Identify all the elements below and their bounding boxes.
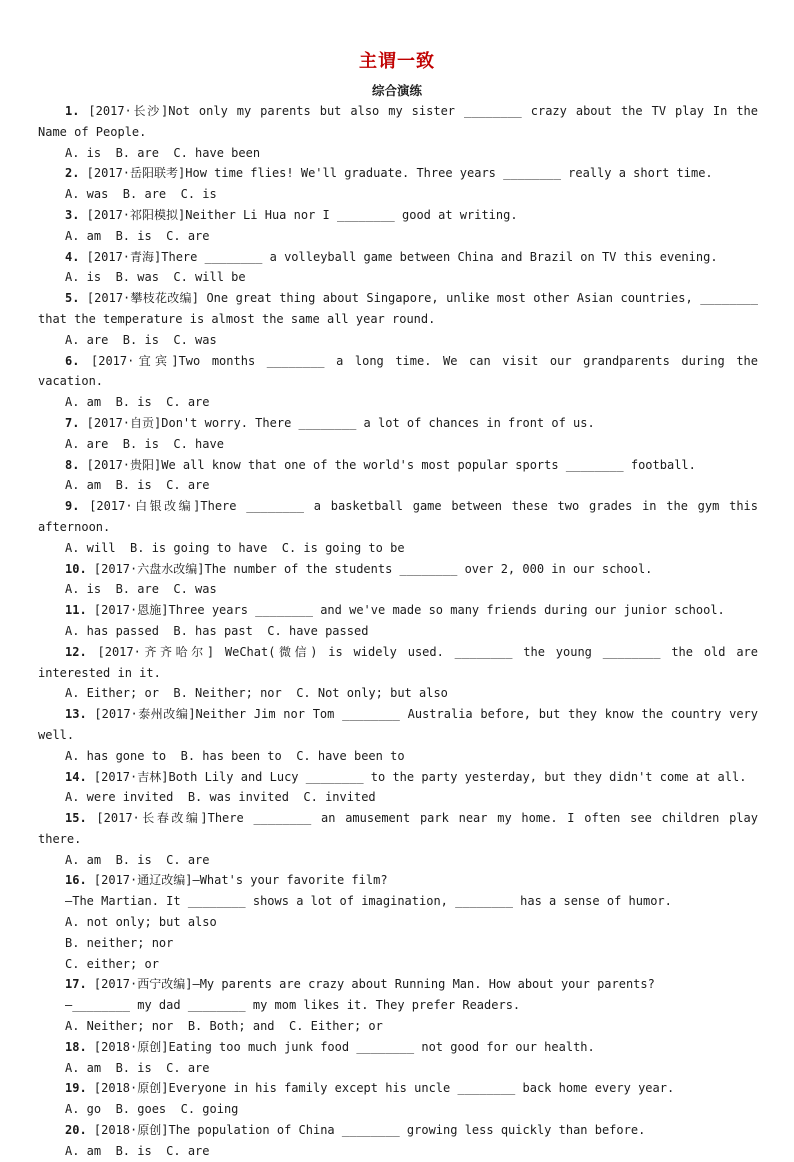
question-stem — [38, 600, 758, 621]
question-text: [2018·原创]The population of China ________ growing less quickly than before. — [86, 1123, 646, 1138]
question-option-line: A. has passed B. has past C. have passed — [65, 623, 369, 638]
question-option-line: A. is B. are C. was — [65, 582, 217, 597]
question-number: 9. — [65, 499, 80, 514]
question-item — [38, 247, 758, 289]
question-number: 6. — [65, 353, 80, 368]
question-text: [2018·原创]Everyone in his family except his uncle ________ back home every year. — [86, 1081, 675, 1096]
question-item — [38, 455, 758, 497]
question-option-line: —The Martian. It ________ shows a lot of imagination, ________ has a sense of humor. — [65, 894, 672, 909]
question-text: [2017·通辽改编]—What's your favorite film? — [86, 873, 388, 888]
question-text: [2017·长沙]Not only my parents but also my sister ________ crazy about the TV play In the Name of People. — [38, 104, 758, 139]
question-item — [38, 808, 758, 870]
question-stem — [38, 974, 758, 995]
question-list — [38, 101, 758, 1162]
question-item — [38, 288, 758, 350]
question-stem — [38, 413, 758, 434]
question-text: [2017·西宁改编]—My parents are crazy about Running Man. How about your parents? — [86, 977, 655, 992]
question-item — [38, 205, 758, 247]
question-item — [38, 600, 758, 642]
question-item — [38, 101, 758, 163]
page-title: 主谓一致 — [359, 51, 435, 72]
question-text: [2017·青海]There ________ a volleyball game between China and Brazil on TV this evening. — [79, 249, 718, 264]
question-number: 4. — [65, 249, 80, 264]
question-option-line: A. am B. is C. are — [65, 1143, 210, 1158]
question-number: 12. — [65, 644, 87, 659]
section-subtitle: 综合演练 — [371, 83, 422, 98]
question-stem — [38, 496, 758, 538]
question-number: 10. — [65, 561, 87, 576]
question-item — [38, 1037, 758, 1079]
question-option-line: A. Neither; nor B. Both; and C. Either; or — [65, 1019, 383, 1034]
question-option-line: A. are B. is C. was — [65, 332, 217, 347]
question-text: [2017·贵阳]We all know that one of the world's most popular sports ________ football. — [79, 457, 696, 472]
question-item — [38, 974, 758, 1036]
question-stem — [38, 455, 758, 476]
question-stem — [38, 559, 758, 580]
question-stem — [38, 870, 758, 891]
question-stem — [38, 767, 758, 788]
question-text: [2017·攀枝花改编] One great thing about Singapore, unlike most other Asian countries, ________ that the temperature is almost the same all year round. — [38, 291, 758, 326]
question-stem — [38, 642, 758, 684]
question-stem — [38, 1078, 758, 1099]
question-item — [38, 870, 758, 974]
question-number: 14. — [65, 769, 87, 784]
question-number: 7. — [65, 415, 80, 430]
question-option-line: A. am B. is C. are — [65, 478, 210, 493]
question-text: [2017·白银改编]There ________ a basketball game between these two grades in the gym this afternoon. — [38, 499, 758, 534]
question-item — [38, 496, 758, 558]
question-option-line: A. go B. goes C. going — [65, 1102, 239, 1117]
question-stem — [38, 163, 758, 184]
question-option-line: A. am B. is C. are — [65, 228, 210, 243]
question-text: [2017·恩施]Three years ________ and we've made so many friends during our junior school. — [86, 603, 725, 618]
question-item — [38, 163, 758, 205]
question-option-line: C. either; or — [65, 956, 159, 971]
question-stem — [38, 351, 758, 393]
question-number: 19. — [65, 1081, 87, 1096]
question-item — [38, 1078, 758, 1120]
question-text: [2017·岳阳联考]How time flies! We'll graduate. Three years ________ really a short time. — [79, 166, 713, 181]
question-number: 15. — [65, 811, 87, 826]
question-option-line: A. is B. was C. will be — [65, 270, 246, 285]
question-number: 1. — [65, 104, 80, 118]
question-option-line: A. is B. are C. have been — [65, 145, 261, 160]
question-text: [2017·齐齐哈尔] WeChat(微信) is widely used. ________ the young ________ the old are interested in it. — [38, 644, 758, 680]
question-text: [2017·自贡]Don't worry. There ________ a lot of chances in front of us. — [79, 415, 595, 430]
question-stem — [38, 205, 758, 226]
question-number: 18. — [65, 1039, 87, 1054]
question-text: [2017·长春改编]There ________ an amusement park near my home. I often see children play there. — [38, 811, 758, 846]
question-option-line: A. not only; but also — [65, 915, 217, 930]
question-text: [2017·六盘水改编]The number of the students ________ over 2, 000 in our school. — [86, 561, 653, 576]
question-number: 5. — [65, 291, 80, 306]
question-stem — [38, 704, 758, 746]
question-stem — [38, 247, 758, 268]
question-option-line: A. am B. is C. are — [65, 1060, 210, 1075]
question-item — [38, 704, 758, 766]
question-option-line: B. neither; nor — [65, 935, 174, 950]
question-number: 3. — [65, 207, 80, 222]
question-stem — [38, 1120, 758, 1141]
question-item — [38, 642, 758, 704]
question-text: [2017·泰州改编]Neither Jim nor Tom ________ Australia before, but they know the country very well. — [38, 707, 758, 742]
question-option-line: A. were invited B. was invited C. invited — [65, 790, 376, 805]
question-option-line: —________ my dad ________ my mom likes it. They prefer Readers. — [65, 998, 521, 1013]
question-item — [38, 1120, 758, 1162]
question-text: [2017·宜宾]Two months ________ a long time. We can visit our grandparents during the vacation. — [38, 353, 758, 389]
question-stem — [38, 288, 758, 330]
question-option-line: A. will B. is going to have C. is going to be — [65, 540, 405, 555]
question-number: 8. — [65, 457, 80, 472]
question-item — [38, 413, 758, 455]
question-number: 2. — [65, 166, 80, 181]
question-item — [38, 767, 758, 809]
question-option-line: A. Either; or B. Neither; nor C. Not only; but also — [65, 686, 448, 701]
question-number: 17. — [65, 977, 87, 992]
question-stem — [38, 101, 758, 143]
question-item — [38, 351, 758, 413]
question-item — [38, 559, 758, 601]
question-option-line: A. was B. are C. is — [65, 187, 217, 202]
question-number: 11. — [65, 603, 87, 618]
question-option-line: A. has gone to B. has been to C. have been to — [65, 748, 405, 763]
question-number: 20. — [65, 1123, 87, 1138]
question-option-line: A. are B. is C. have — [65, 436, 224, 451]
question-text: [2017·祁阳模拟]Neither Li Hua nor I ________ good at writing. — [79, 207, 518, 222]
question-stem — [38, 808, 758, 850]
question-text: [2017·吉林]Both Lily and Lucy ________ to the party yesterday, but they didn't come at all. — [86, 769, 747, 784]
question-option-line: A. am B. is C. are — [65, 852, 210, 867]
question-option-line: A. am B. is C. are — [65, 395, 210, 410]
question-stem — [38, 1037, 758, 1058]
question-text: [2018·原创]Eating too much junk food ________ not good for our health. — [86, 1039, 595, 1054]
question-number: 16. — [65, 873, 87, 888]
question-number: 13. — [65, 707, 87, 722]
